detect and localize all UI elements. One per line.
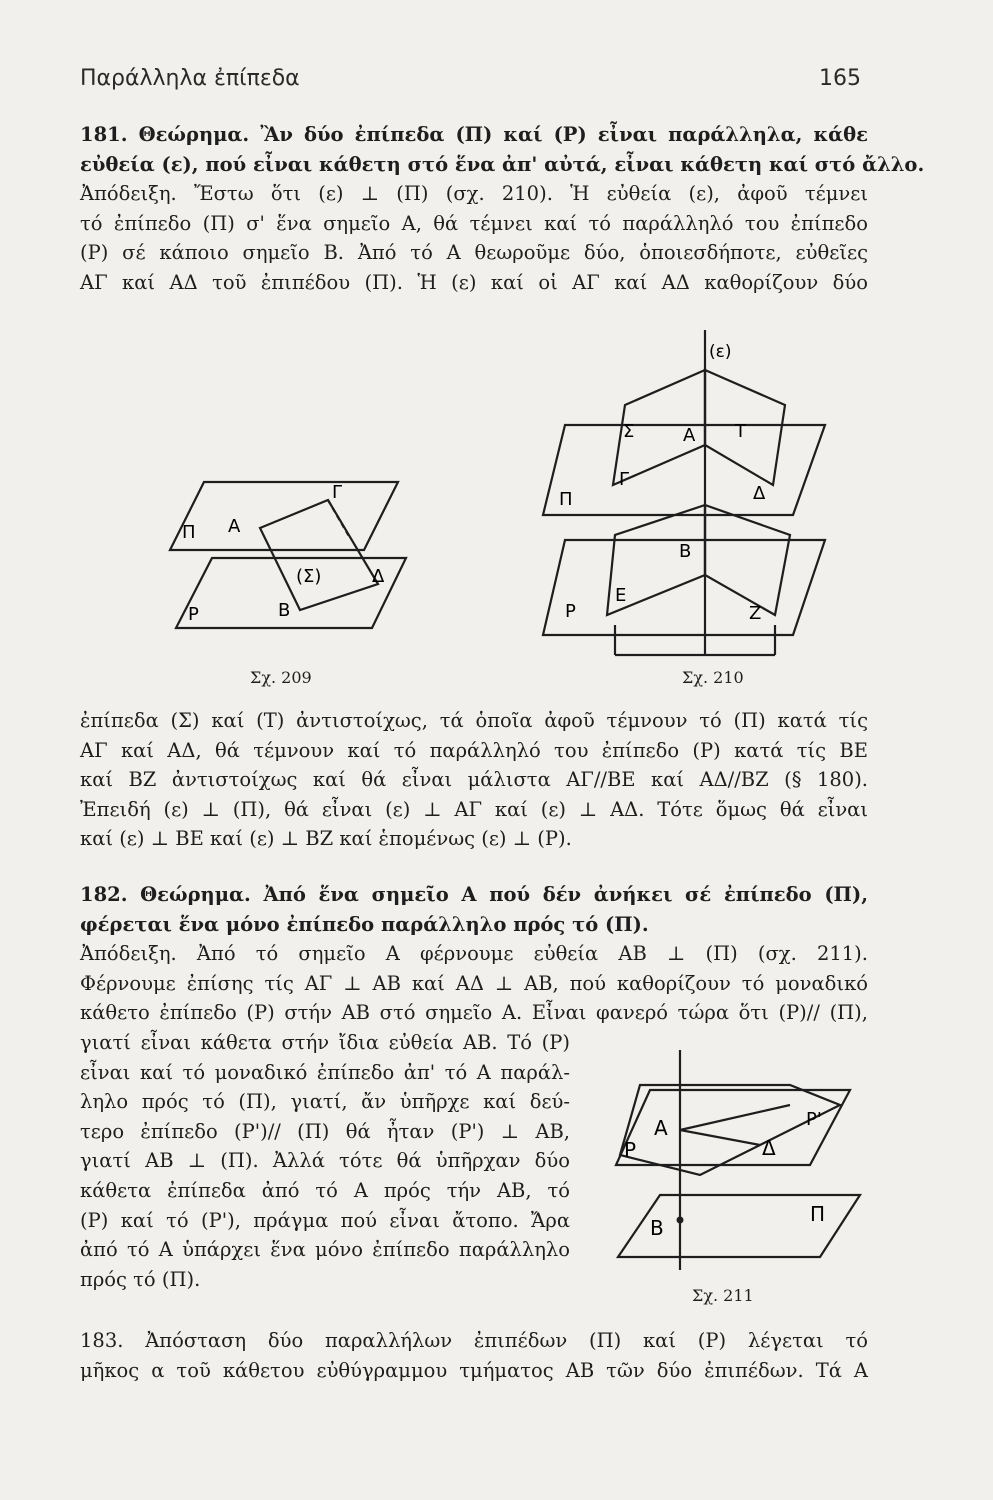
text-line: Φέρνουμε ἐπίσης τίς ΑΓ ⊥ ΑΒ καί ΑΔ ⊥ ΑΒ, πού καθορίζουν τό μοναδικό bbox=[80, 971, 868, 995]
label-delta: Δ bbox=[372, 566, 385, 587]
text-line: 182. Θεώρημα. Ἀπό ἕνα σημεῖο Α πού δέν ἀνήκει σέ ἐπίπεδο (Π), bbox=[80, 883, 868, 906]
text-line: (Ρ) καί τό (Ρ'), πράγμα πού εἶναι ἄτοπο. Ἄρα bbox=[80, 1208, 570, 1232]
label-e: Ε bbox=[615, 585, 627, 606]
label-rho-prime: Ρ' bbox=[806, 1109, 822, 1130]
text-line: εἶναι καί τό μοναδικό ἐπίπεδο ἀπ' τό Α παράλ- bbox=[80, 1060, 570, 1084]
text-line: Ἐπειδή (ε) ⊥ (Π), θά εἶναι (ε) ⊥ ΑΓ καί (ε) ⊥ ΑΔ. Τότε ὅμως θά εἶναι bbox=[80, 797, 868, 821]
label-gamma: Γ bbox=[332, 482, 343, 503]
label-b: Β bbox=[278, 600, 291, 621]
text-line: 181. Θεώρημα. Ἂν δύο ἐπίπεδα (Π) καί (Ρ) εἶναι παράλληλα, κάθε bbox=[80, 123, 868, 146]
figure-210 bbox=[535, 325, 835, 665]
figure-211 bbox=[610, 1045, 870, 1290]
caption-209: Σχ. 209 bbox=[250, 668, 312, 687]
text-line: Ἀπόδειξη. Ἔστω ὅτι (ε) ⊥ (Π) (σχ. 210). Ἡ εὐθεία (ε), ἀφοῦ τέμνει bbox=[80, 182, 868, 206]
label-gamma: Γ bbox=[619, 469, 630, 490]
plane-rho-prime bbox=[620, 1085, 840, 1175]
text-line: ληλο πρός τό (Π), γιατί, ἄν ὑπῆρχε καί δεύ- bbox=[80, 1090, 570, 1114]
label-pi: Π bbox=[182, 522, 196, 543]
text-line: γιατί ΑΒ ⊥ (Π). Ἀλλά τότε θά ὑπῆρχαν δύο bbox=[80, 1149, 570, 1173]
label-b: Β bbox=[679, 541, 692, 562]
label-b: Β bbox=[650, 1216, 664, 1240]
text-line: τερο ἐπίπεδο (Ρ')// (Π) θά ἦταν (Ρ') ⊥ ΑΒ, bbox=[80, 1119, 570, 1143]
paragraph-182 bbox=[80, 880, 868, 1028]
text-line: καί (ε) ⊥ ΒΕ καί (ε) ⊥ ΒΖ καί ἑπομένως (ε) ⊥ (Ρ). bbox=[80, 827, 572, 851]
paragraph-183 bbox=[80, 1326, 868, 1385]
paragraph-181-cont bbox=[80, 706, 868, 854]
text-line: τό ἐπίπεδο (Π) σ' ἕνα σημεῖο Α, θά τέμνει καί τό παράλληλό του ἐπίπεδο bbox=[80, 211, 868, 235]
label-z: Ζ bbox=[749, 603, 762, 624]
label-a: Α bbox=[228, 516, 241, 537]
text-line: καί ΒΖ ἀντιστοίχως καί θά εἶναι μάλιστα ΑΓ//ΒΕ καί ΑΔ//ΒΖ (§ 180). bbox=[80, 768, 868, 792]
text-line: ΑΓ καί ΑΔ τοῦ ἐπιπέδου (Π). Ἡ (ε) καί οἱ ΑΓ καί ΑΔ καθορίζουν δύο bbox=[80, 270, 868, 294]
label-epsilon: (ε) bbox=[709, 342, 732, 362]
label-tau: Τ bbox=[735, 421, 746, 442]
text-line: 183. Ἀπόσταση δύο παραλλήλων ἐπιπέδων (Π) καί (Ρ) λέγεται τό bbox=[80, 1329, 868, 1352]
running-header: Παράλληλα ἐπίπεδα bbox=[80, 66, 300, 91]
text-line: πρός τό (Π). bbox=[80, 1267, 201, 1291]
label-pi: Π bbox=[559, 489, 573, 510]
text-line: Ἀπόδειξη. Ἀπό τό σημεῖο Α φέρνουμε εὐθεία ΑΒ ⊥ (Π) (σχ. 211). bbox=[80, 942, 868, 966]
text-line: (Ρ) σέ κάποιο σημεῖο Β. Ἀπό τό Α θεωροῦμε δύο, ὁποιεσδήποτε, εὐθεῖες bbox=[80, 241, 868, 265]
text-line: κάθετο ἐπίπεδο (Ρ) στήν ΑΒ στό σημεῖο Α. Εἶναι φανερό τώρα ὅτι (Ρ)// (Π), bbox=[80, 1001, 868, 1025]
text-line: γιατί εἶναι κάθετα στήν ἴδια εὐθεία ΑΒ. Τό (Ρ) bbox=[80, 1031, 570, 1054]
paragraph-182-cont bbox=[80, 1028, 570, 1294]
label-a: Α bbox=[683, 425, 696, 446]
page-number: 165 bbox=[819, 66, 861, 91]
label-delta: Δ bbox=[762, 1136, 776, 1160]
label-rho: Ρ bbox=[188, 604, 199, 625]
text-line: ἀπό τό Α ὑπάρχει ἕνα μόνο ἐπίπεδο παράλληλο bbox=[80, 1238, 570, 1262]
paragraph-181 bbox=[80, 120, 925, 298]
label-sigma: (Σ) bbox=[296, 566, 322, 587]
text-line: κάθετα ἐπίπεδα ἀπό τό Α πρός τήν ΑΒ, τό bbox=[80, 1178, 570, 1202]
plane-pi bbox=[170, 482, 398, 550]
label-sigma: Σ bbox=[623, 421, 635, 442]
text-line: μῆκος α τοῦ κάθετου εὐθύγραμμου τμήματος ΑΒ τῶν δύο ἐπιπέδων. Τά Α bbox=[80, 1358, 868, 1382]
text-line: εὐθεία (ε), πού εἶναι κάθετη στό ἕνα ἀπ' αὐτά, εἶναι κάθετη καί στό ἄλλο. bbox=[80, 152, 925, 176]
label-a: Α bbox=[654, 1116, 668, 1140]
plane-sigma bbox=[260, 500, 378, 610]
label-rho: Ρ bbox=[624, 1138, 637, 1162]
text-line: ΑΓ καί ΑΔ, θά τέμνουν καί τό παράλληλό του ἐπίπεδο (Ρ) κατά τίς ΒΕ bbox=[80, 738, 868, 762]
caption-211: Σχ. 211 bbox=[692, 1286, 754, 1305]
text-line: ἐπίπεδα (Σ) καί (Τ) ἀντιστοίχως, τά ὁποῖα ἀφοῦ τέμνουν τό (Π) κατά τίς bbox=[80, 709, 868, 732]
text-line: φέρεται ἕνα μόνο ἐπίπεδο παράλληλο πρός τό (Π). bbox=[80, 912, 649, 936]
figure-209 bbox=[150, 460, 420, 650]
label-pi: Π bbox=[810, 1202, 826, 1226]
label-rho: Ρ bbox=[565, 601, 576, 622]
caption-210: Σχ. 210 bbox=[682, 668, 744, 687]
label-delta: Δ bbox=[753, 483, 766, 504]
